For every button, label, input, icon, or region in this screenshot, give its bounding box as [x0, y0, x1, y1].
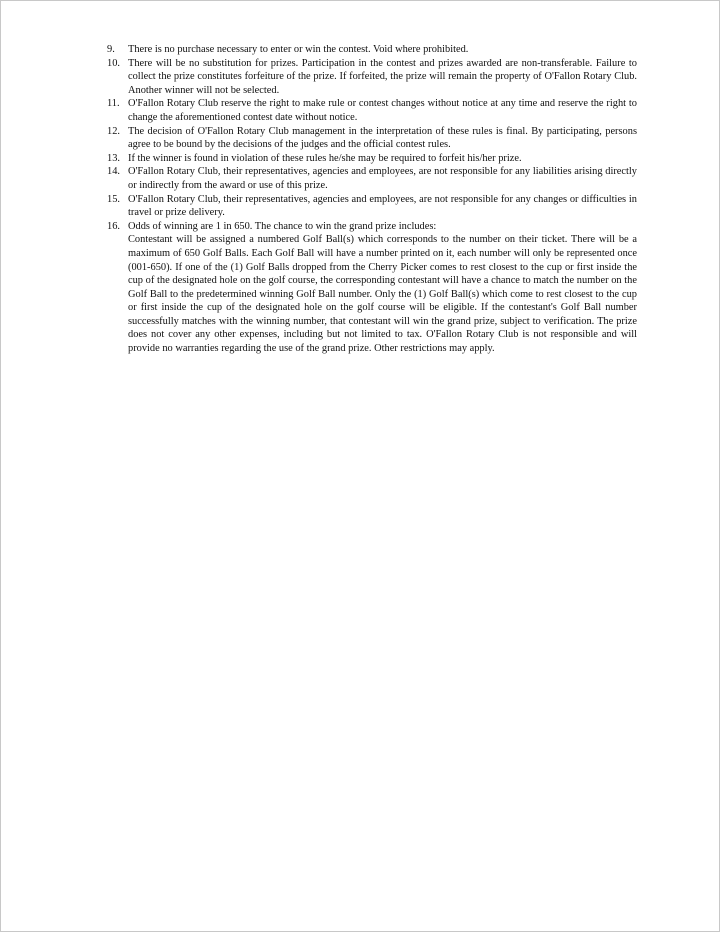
rule-body [128, 165, 637, 192]
rule-text: There is no purchase necessary to enter or win the contest. Void where prohibited. [128, 44, 469, 55]
rule-body [128, 57, 637, 98]
rule-number: 14. [107, 166, 120, 178]
rule-body [128, 43, 637, 57]
rule-number: 10. [107, 57, 120, 69]
rule-text: O'Fallon Rotary Club, their representatives, agencies and employees, are not responsible for any changes or difficulties in travel or prize delivery. [128, 193, 637, 219]
rule-item-16 [107, 220, 637, 356]
rule-item-13 [107, 152, 637, 166]
rule-detail-paragraph: Contestant will be assigned a numbered Golf Ball(s) which corresponds to the number on their ticket. There will be a maximum of 650 Golf Balls. Each Golf Ball will have a number printed on it, each number will only be represented once (001-650). If one of the (1) Golf Balls dropped from the Cherry Picker comes to rest closest to the cup or first inside the cup of the designated hole on the golf course, the corresponding contestant will have a chance to match the number on the Golf Ball to the predetermined winning Golf Ball number. Only the (1) Golf Ball(s) which come to rest closest to the cup or first inside the cup of the designated hole on the golf course will be eligible. If the contestant's Golf Ball number successfully matches with the winning number, that contestant will win the grand prize, subject to verification. The prize does not cover any other expenses, including but not limited to tax. O'Fallon Rotary Club is not responsible and will provide no warranties regarding the use of the grand prize. Other restrictions may apply. [128, 234, 637, 355]
rule-body [128, 125, 637, 152]
rule-item-10 [107, 57, 637, 98]
rule-number: 11. [107, 98, 120, 110]
rule-number: 9. [107, 44, 115, 55]
rule-item-11 [107, 97, 637, 124]
rule-text: There will be no substitution for prizes. Participation in the contest and prizes awarded are non-transferable. Failure to collect the prize constitutes forfeiture of the prize. If forfeited, the prize will remain the property of O'Fallon Rotary Club. Another winner will not be selected. [128, 57, 637, 96]
rule-text: The decision of O'Fallon Rotary Club management in the interpretation of these rules is final. By participating, persons agree to be bound by the decisions of the judges and the official contest rules. [128, 125, 637, 151]
rule-number: 13. [107, 152, 120, 164]
rule-text: O'Fallon Rotary Club, their representatives, agencies and employees, are not responsible for any liabilities arising directly or indirectly from the award or use of this prize. [128, 166, 637, 191]
rule-body [128, 220, 637, 356]
rule-item-12 [107, 125, 637, 152]
rule-item-14 [107, 165, 637, 192]
rule-text: Odds of winning are 1 in 650. The chance to win the grand prize includes: [128, 220, 437, 232]
contest-rules-list [107, 43, 637, 356]
rule-number: 12. [107, 125, 120, 137]
rule-body [128, 152, 637, 166]
rule-body [128, 193, 637, 220]
rule-number: 15. [107, 193, 120, 205]
rule-body [128, 97, 637, 124]
rule-item-15 [107, 193, 637, 220]
rule-number: 16. [107, 220, 120, 232]
rule-item-9 [107, 43, 637, 57]
rule-text: If the winner is found in violation of these rules he/she may be required to forfeit his/her prize. [128, 152, 522, 164]
rule-text: O'Fallon Rotary Club reserve the right to make rule or contest changes without notice at any time and reserve the right to change the aforementioned contest date without notice. [128, 98, 637, 123]
